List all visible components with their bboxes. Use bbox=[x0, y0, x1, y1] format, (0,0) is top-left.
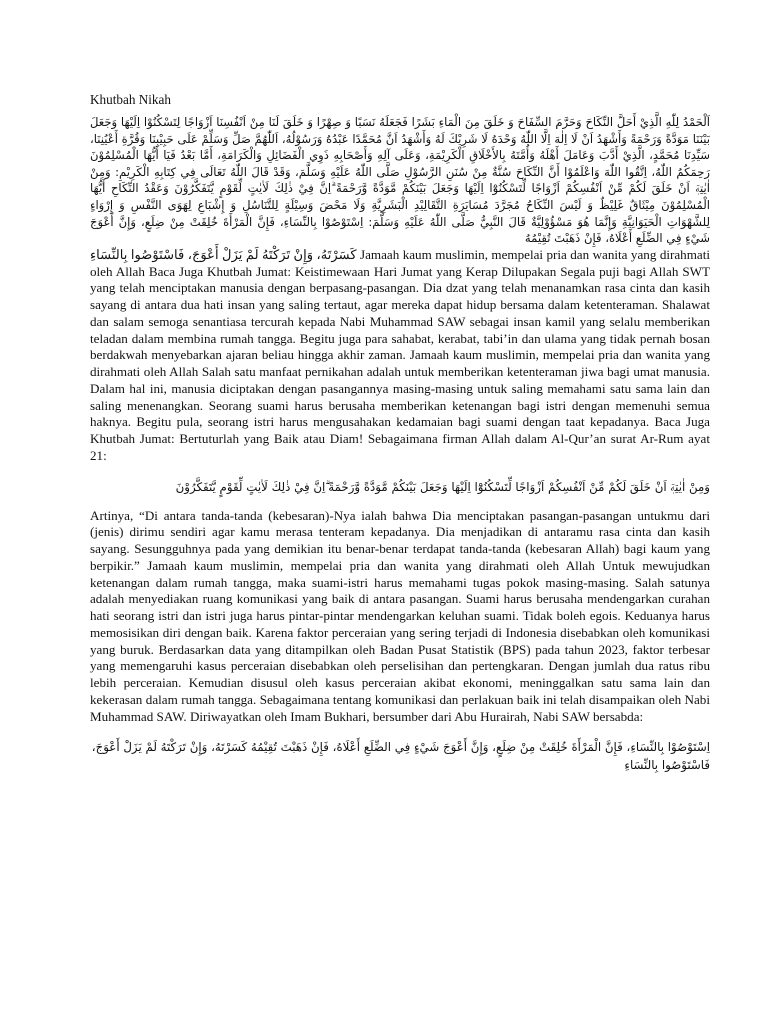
ar-rum-verse-arabic: وَمِنْ اٰيٰتِهٖٓ اَنْ خَلَقَ لَكُمْ مِّنْ اَنْفُسِكُمْ اَزْوَاجًا لِّتَسْكُنُوْٓا اِلَيْهَا وَجَعَلَ بَيْنَكُمْ مَّوَدَّةً وَّرَحْمَةً ۗاِنَّ فِيْ ذٰلِكَ لَاٰيٰتٍ لِّقَوْمٍ يَّتَفَكَّرُوْنَ bbox=[175, 479, 710, 494]
body-paragraph-2: Artinya, “Di antara tanda-tanda (kebesaran)-Nya ialah bahwa Dia menciptakan pasangan-pasangan untukmu dari (jenis) dirimu sendiri agar kamu merasa tenteram kepadanya. Dia menjadikan di antaramu rasa cinta dan kasih sayang. Sesungguhnya pada yang demikian itu benar-benar terdapat tanda-tanda (kebesaran Allah) bagi kaum yang berpikir.” Jamaah kaum muslimin, mempelai pria dan wanita yang dirahmati oleh Allah Untuk mewujudkan ketenangan dalam rumah tangga, maka suami-istri harus memahami tugas pokok masing-masing. Salah satunya adalah menyediakan ruang komunikasi yang baik di antara pasangan. Suami harus berusaha mendengarkan curahan hati seorang istri dan istri juga harus pintar-pintar mendengarkan keluhan suami. Tidak boleh egois. Keduanya harus memosisikan diri dengan baik. Karena faktor perceraian yang sering terjadi di Indonesia disebabkan oleh komunikasi yang buruk. Berdasarkan data yang ditampilkan oleh Badan Pusat Statistik (BPS) pada tahun 2023, faktor terbesar yang memengaruhi kasus perceraian disebabkan oleh perselisihan dan pertengkaran. Dengan jumlah dua ratus ribu lebih perceraian. Kemudian disusul oleh kasus perceraian akibat ekonomi, meninggalkan satu sama lain dan kekerasan dalam rumah tangga. Sebagaimana tentang komunikasi dan perlakuan baik ini telah disampaikan oleh Nabi Muhammad SAW. Diriwayatkan oleh Imam Bukhari, bersumber dari Abu Hurairah, Nabi SAW bersabda: bbox=[90, 507, 710, 724]
hadith-arabic: اِسْتَوْصُوْا بِالنِّسَاءِ، فَإِنَّ الْمَرْأَةَ خُلِقَتْ مِنْ ضِلَعٍ، وَإِنَّ أَعْوَجَ شَيْءٍ فِي الضِّلَعِ أَعْلَاهُ، فَإِنْ ذَهَبْتَ تُقِيْمُهُ كَسَرْتَهُ، وَإِنْ تَرَكْتَهُ لَمْ يَزَلْ أَعْوَجَ، فَاسْتَوْصُوا بِالنِّسَاءِ bbox=[91, 740, 710, 772]
body-paragraph-1: كَسَرْتَهُ، وَإِنْ تَرَكْتَهُ لَمْ يَزَلْ أَعْوَجَ، فَاسْتَوْصُوا بِالنِّسَاءِ Jamaah kaum muslimin, mempelai pria dan wanita yang dirahmati oleh Allah Baca Juga Khutbah Jumat: Keistimewaan Hari Jumat yang Kerap Dilupakan Segala puji bagi Allah SWT yang telah menciptakan manusia dengan berpasang-pasangan. Dia dzat yang telah menanamkan rasa cinta dan kasih sayang di antara dua hati insan yang saling tertaut, agar mereka dapat hidup bersama dalam ketenteraman. Shalawat dan salam semoga senantiasa tercurah kepada Nabi Muhammad SAW sebagai insan kamil yang selalu memberikan teladan dalam membina rumah tangga. Begitu juga para sahabat, kerabat, tabi’in dan ulama yang tidak pernah bosan berdakwah menyebarkan ajaran beliau hingga akhir zaman. Jamaah kaum muslimin, mempelai pria dan wanita yang dirahmati oleh Allah Salah satu manfaat pernikahan adalah untuk memberikan ketenteraman jiwa bagi umat manusia. Dalam hal ini, manusia diciptakan dengan pasangannya masing-masing untuk saling memahami satu sama lain dan saling menenangkan. Seorang suami harus berusaha memberikan ketenangan bagi istri dengan memenuhi semua haknya. Begitu pula, seorang istri harus mengusahakan kedamaian bagi suami dengan taat kepadanya. Baca Juga Khutbah Jumat: Bertuturlah yang Baik atau Diam! Sebagaimana firman Allah dalam Al-Qur’an surat Ar-Rum ayat 21: bbox=[90, 246, 710, 463]
opening-arabic-text: اَلْحَمْدُ لِلّٰهِ الَّذِيْ أَحَلَّ النِّكَاحَ وَحَرَّمَ السِّفَاحَ وَ خَلَقَ مِنَ الْمَاءِ بَشَرًا فَجَعَلَهُ نَسَبًا وَ صِهْرًا وَ خَلَقَ لَنَا مِنْ اَنْفُسِنَا اَزْوَاجًا لِتَسْكُنُوْا اِلَيْهَا وَجَعَلَ بَيْنَنَا مَوَدَّةً وَرَحْمَةً وَأَشْهَدُ اَنْ لَا اِلٰهَ اِلَّا اللّٰهُ وَحْدَهُ لَا شَرِيْكَ لَهُ وَأَشْهَدُ اَنَّ مُحَمَّدًا عَبْدُهُ وَرَسُوْلُهُ، اَللّٰهُمَّ صَلِّ وَسَلِّمْ عَلَى حَبِيْبِنَا وَقُرَّةِ أَعْيُنِنَا، سَيِّدِنَا مُحَمَّدٍ، الَّذِيْ أَدَّبَ وَعَامَلَ أَهْلَهُ وَأُمَّتَهُ بِالأَخْلَاقِ الْكَرِيْمَةِ، وَعَلَى آلِهِ وَأَصْحَابِهِ ذَوِي الْفَضَائِلِ وَالْكَرَامَةِ، أَمَّا بَعْدُ فَيَا أَيُّهَا الْمُسْلِمُوْنَ رَحِمَكُمُ اللّٰهُ، اِتَّقُوا اللّٰهَ وَاعْلَمُوْا أَنَّ النِّكَاحَ سُنَّةٌ مِنْ سُنَنِ الرَّسُوْلِ صَلَّى اللّٰهُ عَلَيْهِ وَسَلَّمَ، وَقَدْ قَالَ اللّٰهُ تَعَالَى فِي كِتَابِهِ الْكَرِيْمِ: وَمِنْ اٰيٰتِهٖٓ اَنْ خَلَقَ لَكُمْ مِّنْ اَنْفُسِكُمْ اَزْوَاجًا لِّتَسْكُنُوْٓا اِلَيْهَا وَجَعَلَ بَيْنَكُمْ مَّوَدَّةً وَّرَحْمَةً ۗاِنَّ فِيْ ذٰلِكَ لَاٰيٰتٍ لِّقَوْمٍ يَّتَفَكَّرُوْنَ وَعَقْدُ النِّكَاحِ أَيُّهَا الْمُسْلِمُوْنَ مِيْثَاقٌ غَلِيْظٌ وَ لَيْسَ النِّكَاحُ مُجَرَّدَ مُسَايَرَةِ التَّقَالِيْدِ الْبَشَرِيَّةِ وَلَا مَحْضَ وَسِيْلَةٍ لِلتَّنَاسُلِ وَ إِشْبَاعِ لِهَوَى النَّفْسِ وَ إِرْوَاءٍ لِلشَّهْوَاتِ الْحَيَوَانِيَّةِ وَإِنَّمَا هُوَ مَسْؤُوْلِيَّةٌ قَالَ النَّبِيُّ صَلَّى اللّٰهُ عَلَيْهِ وَسَلَّمَ: اِسْتَوْصُوْا بِالنِّسَاءِ، فَإِنَّ الْمَرْأَةَ خُلِقَتْ مِنْ ضِلَعٍ، وَإِنَّ أَعْوَجَ شَيْءٍ فِي الضِّلَعِ أَعْلَاهُ، فَإِنْ ذَهَبْتَ تُقِيْمُهُ bbox=[90, 115, 710, 246]
document-title: Khutbah Nikah bbox=[90, 92, 171, 107]
